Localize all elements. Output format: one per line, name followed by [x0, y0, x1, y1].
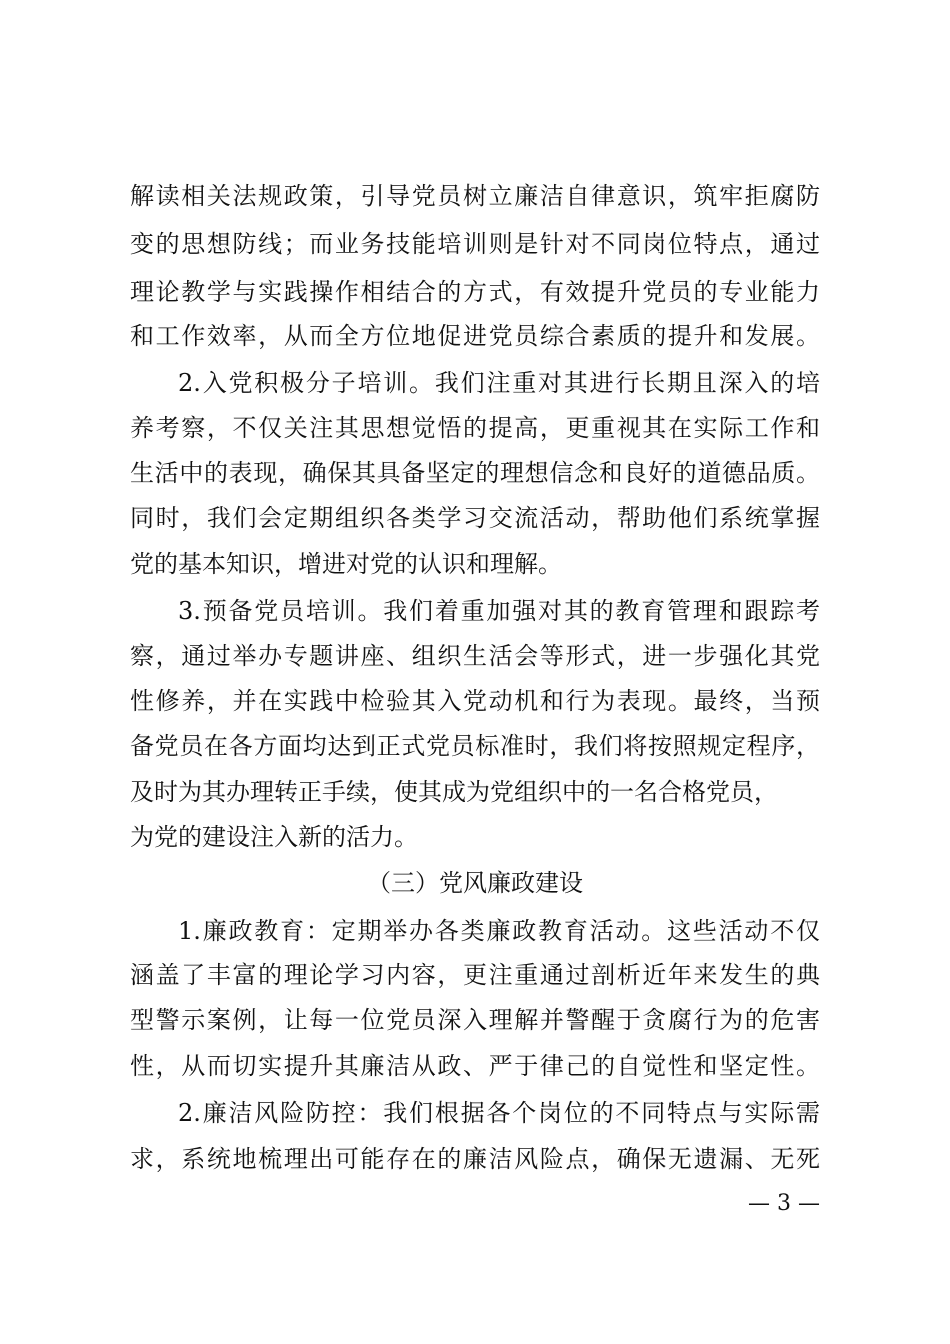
body-line: 变的思想防线；而业务技能培训则是针对不同岗位特点，通过 — [130, 230, 820, 258]
page-number: — 3 — — [748, 1191, 820, 1216]
body-line: 1.廉政教育：定期举办各类廉政教育活动。这些活动不仅 — [178, 917, 820, 945]
body-line: 性，从而切实提升其廉洁从政、严于律己的自觉性和坚定性。 — [130, 1052, 820, 1080]
body-line: 性修养，并在实践中检验其入党动机和行为表现。最终，当预 — [130, 687, 820, 715]
body-line: 型警示案例，让每一位党员深入理解并警醒于贪腐行为的危害 — [130, 1006, 820, 1034]
body-line: 同时，我们会定期组织各类学习交流活动，帮助他们系统掌握 — [130, 504, 820, 532]
body-line: 察，通过举办专题讲座、组织生活会等形式，进一步强化其党 — [130, 642, 820, 670]
body-line: 养考察，不仅关注其思想觉悟的提高，更重视其在实际工作和 — [130, 414, 820, 442]
body-line: 及时为其办理转正手续，使其成为党组织中的一名合格党员， — [130, 778, 778, 806]
body-line: 党的基本知识，增进对党的认识和理解。 — [130, 550, 562, 578]
body-line: 3.预备党员培训。我们着重加强对其的教育管理和跟踪考 — [178, 597, 820, 625]
body-line: 解读相关法规政策，引导党员树立廉洁自律意识，筑牢拒腐防 — [130, 182, 820, 210]
body-line: 备党员在各方面均达到正式党员标准时，我们将按照规定程序， — [130, 732, 820, 760]
body-line: 求，系统地梳理出可能存在的廉洁风险点，确保无遗漏、无死 — [130, 1145, 820, 1173]
body-line: 2.入党积极分子培训。我们注重对其进行长期且深入的培 — [178, 369, 820, 397]
body-line: 生活中的表现，确保其具备坚定的理想信念和良好的道德品质。 — [130, 459, 820, 487]
body-line: 为党的建设注入新的活力。 — [130, 823, 418, 851]
body-line: 2.廉洁风险防控：我们根据各个岗位的不同特点与实际需 — [178, 1099, 820, 1127]
body-line: 和工作效率，从而全方位地促进党员综合素质的提升和发展。 — [130, 322, 820, 350]
body-line: 理论教学与实践操作相结合的方式，有效提升党员的专业能力 — [130, 278, 820, 306]
body-line: 涵盖了丰富的理论学习内容，更注重通过剖析近年来发生的典 — [130, 961, 820, 989]
section-heading: （三）党风廉政建设 — [367, 869, 583, 897]
